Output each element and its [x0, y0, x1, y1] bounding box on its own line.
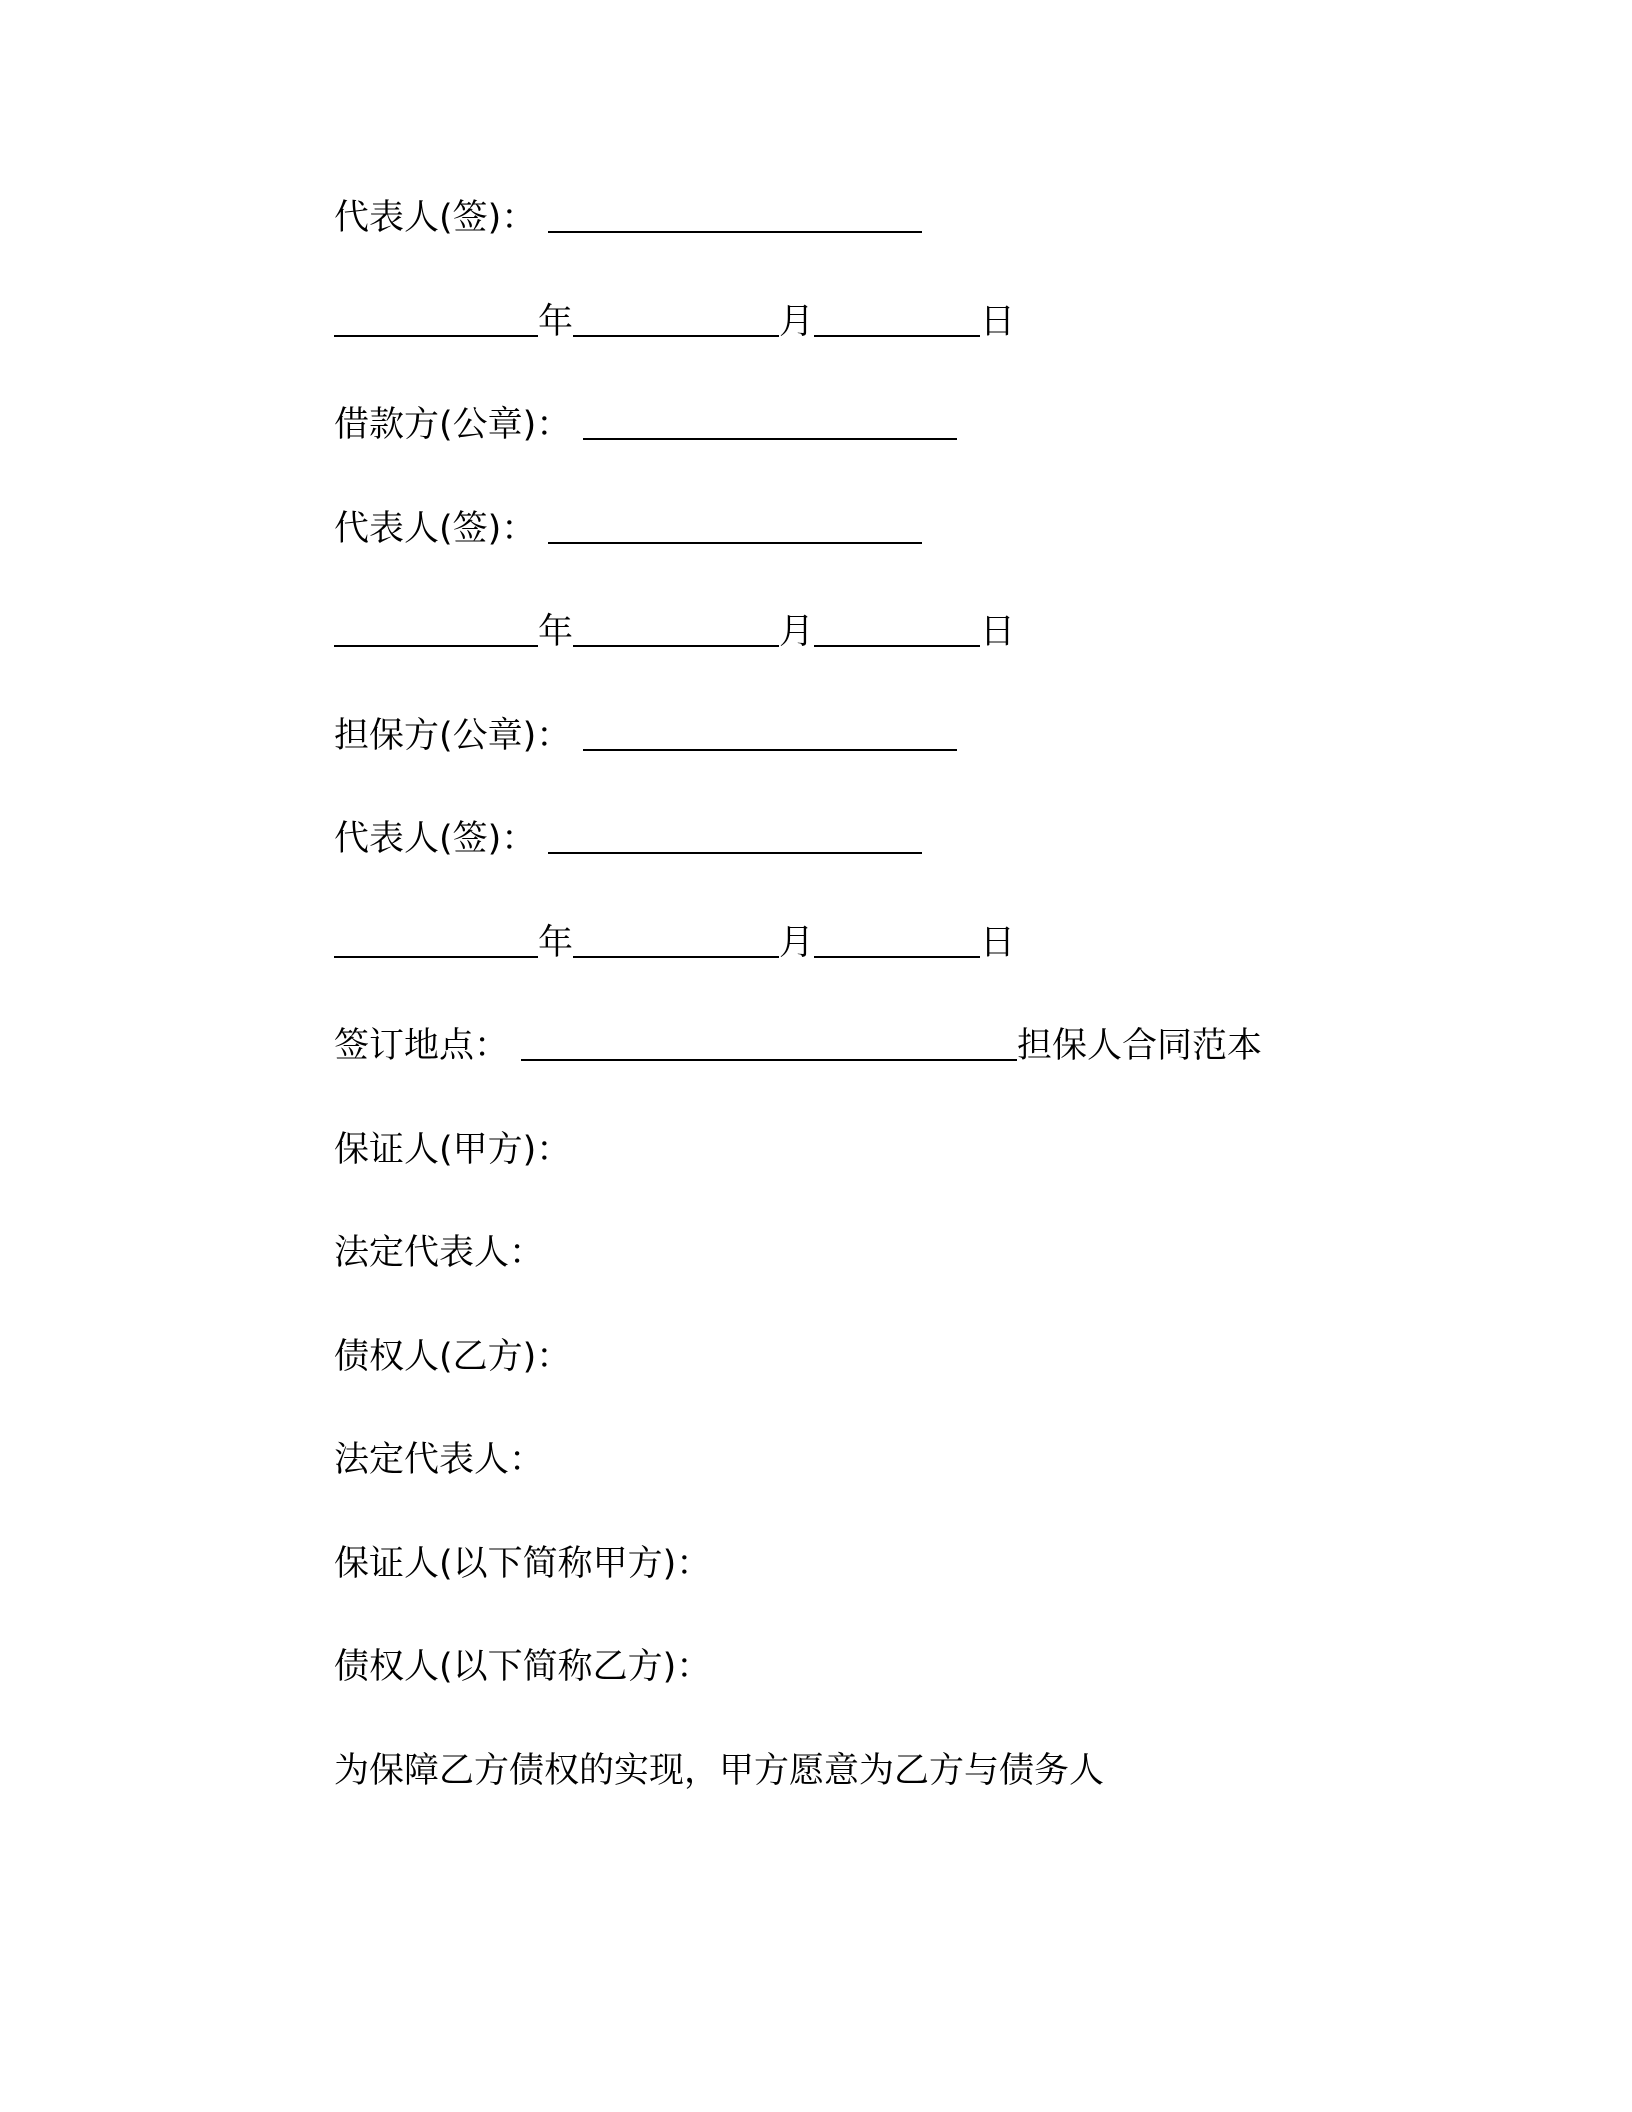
year-blank[interactable] — [334, 926, 538, 958]
signature-blank[interactable] — [548, 201, 922, 233]
year-label: 年 — [538, 612, 574, 652]
guarantor-abbrev-line — [334, 1540, 711, 1588]
guarantor-abbrev-label: 保证人(以下简称甲方)： — [334, 1544, 712, 1584]
legal-representative-label: 法定代表人： — [334, 1233, 545, 1273]
signature-blank[interactable] — [548, 822, 922, 854]
borrower-seal-label: 借款方(公章)： — [334, 405, 572, 445]
guarantor-party-a-line — [334, 1126, 571, 1174]
day-label: 日 — [980, 923, 1016, 963]
representative-sign-label: 代表人(签)： — [334, 198, 537, 238]
month-label: 月 — [779, 923, 815, 963]
month-blank[interactable] — [573, 305, 779, 337]
month-blank[interactable] — [573, 615, 779, 647]
signature-blank[interactable] — [548, 512, 922, 544]
guarantor-seal-label: 担保方(公章)： — [334, 716, 572, 756]
creditor-abbrev-line — [334, 1643, 711, 1691]
guarantor-seal-blank[interactable] — [583, 719, 957, 751]
borrower-seal-line — [334, 401, 957, 449]
template-title: 担保人合同范本 — [1017, 1026, 1263, 1066]
day-label: 日 — [980, 612, 1016, 652]
sign-place-line — [334, 1022, 1262, 1070]
creditor-party-b-line — [334, 1333, 571, 1381]
representative-sign-label: 代表人(签)： — [334, 509, 537, 549]
month-label: 月 — [779, 612, 815, 652]
signature-line-representative-1 — [334, 194, 922, 242]
representative-sign-label: 代表人(签)： — [334, 819, 537, 859]
guarantor-seal-line — [334, 712, 957, 760]
date-line-3 — [334, 919, 1015, 967]
legal-representative-line-1 — [334, 1229, 544, 1277]
borrower-seal-blank[interactable] — [583, 408, 957, 440]
year-blank[interactable] — [334, 615, 538, 647]
month-blank[interactable] — [573, 926, 779, 958]
day-blank[interactable] — [814, 305, 980, 337]
signature-line-representative-2 — [334, 505, 922, 553]
year-label: 年 — [538, 923, 574, 963]
creditor-abbrev-label: 债权人(以下简称乙方)： — [334, 1647, 712, 1687]
month-label: 月 — [779, 302, 815, 342]
day-label: 日 — [980, 302, 1016, 342]
year-blank[interactable] — [334, 305, 538, 337]
year-label: 年 — [538, 302, 574, 342]
legal-representative-line-2 — [334, 1436, 544, 1484]
legal-representative-label: 法定代表人： — [334, 1440, 545, 1480]
signature-line-representative-3 — [334, 815, 922, 863]
day-blank[interactable] — [814, 926, 980, 958]
intro-sentence: 为保障乙方债权的实现，甲方愿意为乙方与债务人 — [334, 1751, 1105, 1791]
intro-paragraph — [334, 1747, 1104, 1795]
date-line-2 — [334, 608, 1015, 656]
sign-place-label: 签订地点： — [334, 1026, 510, 1066]
guarantor-party-a-label: 保证人(甲方)： — [334, 1130, 572, 1170]
date-line-1 — [334, 298, 1015, 346]
creditor-party-b-label: 债权人(乙方)： — [334, 1337, 572, 1377]
day-blank[interactable] — [814, 615, 980, 647]
sign-place-blank[interactable] — [521, 1029, 1017, 1061]
